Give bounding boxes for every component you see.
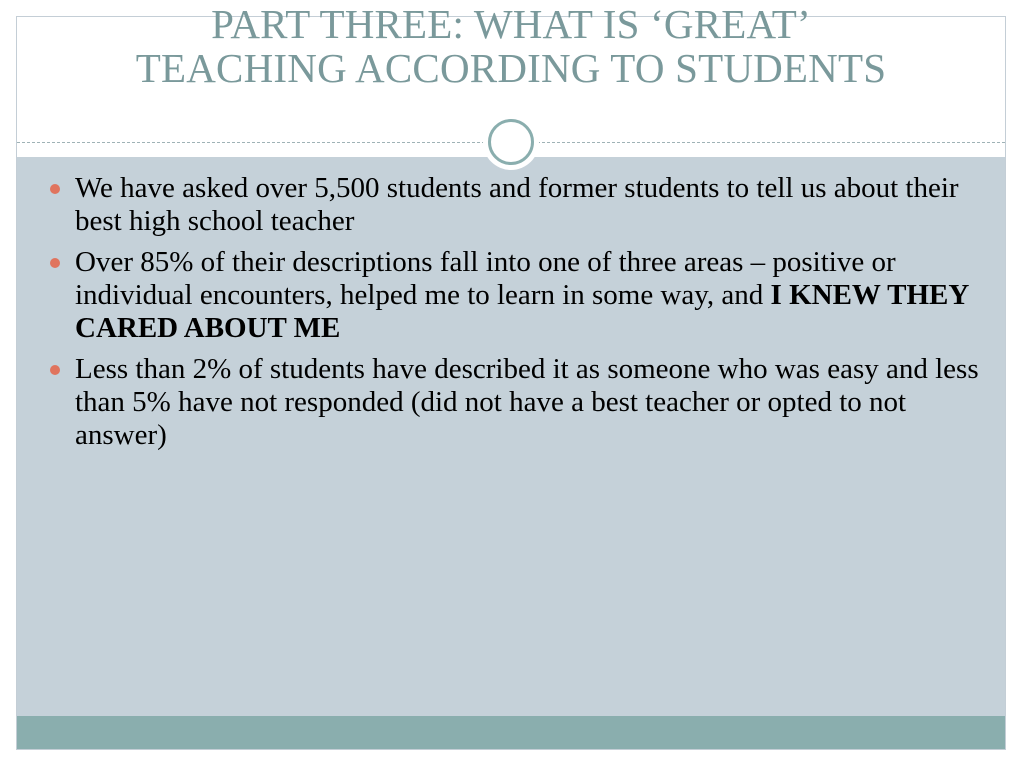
title-line-1: PART THREE: WHAT IS ‘GREAT’ [211, 1, 811, 47]
slide-title [16, 2, 1006, 90]
bullet-text: Less than 2% of students have described it as someone who was easy and less than 5% have not responded (did not have a best teacher or opted to not answer) [75, 353, 979, 451]
bullet-item [47, 172, 987, 238]
bullet-dot-icon [50, 258, 60, 268]
bullet-dot-icon [50, 184, 60, 194]
bullet-emphasis: I KNEW THEY CARED ABOUT ME [75, 279, 969, 344]
title-line-2: TEACHING ACCORDING TO STUDENTS [135, 45, 887, 91]
footer-band [17, 716, 1005, 749]
bullet-item [47, 246, 987, 345]
bullet-item [47, 353, 987, 452]
bullet-dot-icon [50, 365, 60, 375]
bullet-text: We have asked over 5,500 students and former students to tell us about their best high school teacher [75, 172, 959, 237]
bullet-text: Over 85% of their descriptions fall into one of three areas – positive or individual encounters, helped me to learn in some way, and [75, 246, 896, 311]
bullet-list [47, 172, 987, 460]
circle-ornament-icon [483, 114, 539, 170]
ornament-ring [488, 119, 534, 165]
